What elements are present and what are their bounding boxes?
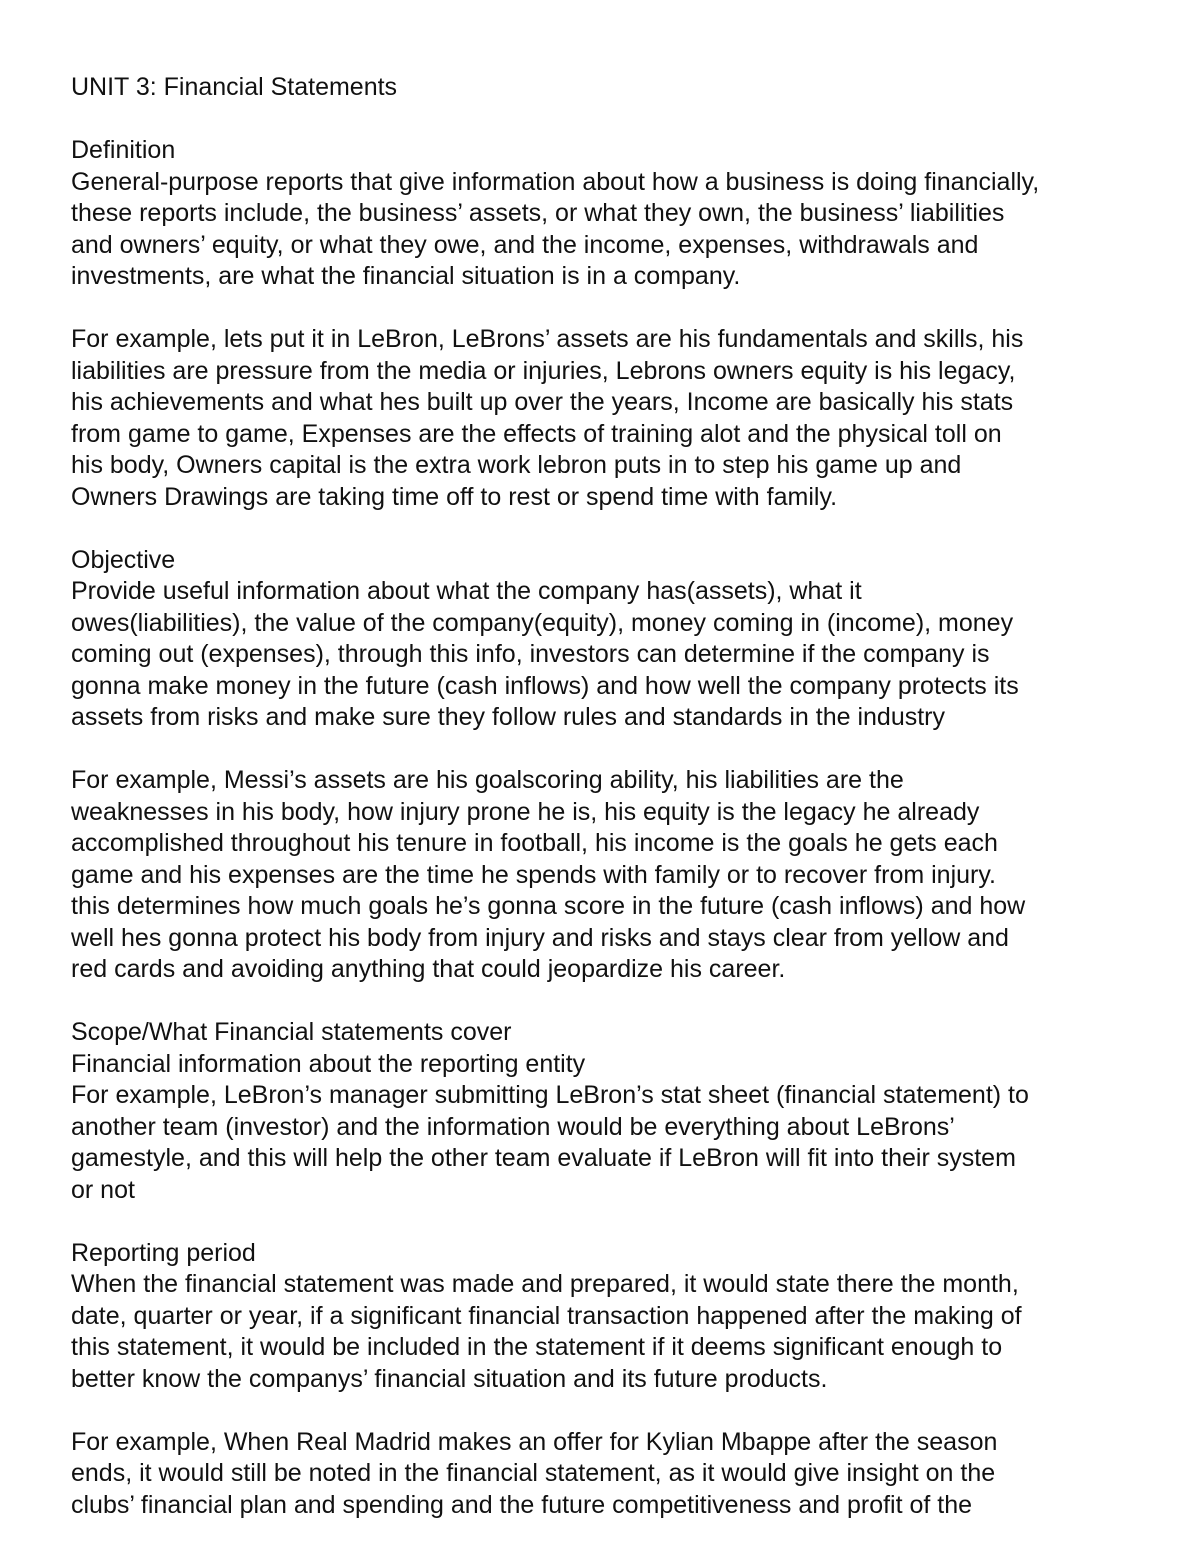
paragraph-line: General-purpose reports that give information about how a business is doing financially,: [71, 167, 1040, 196]
paragraph-line: this statement, it would be included in the statement if it deems significant enough to: [71, 1333, 1003, 1361]
paragraph-line: owes(liabilities), the value of the company(equity), money coming in (income), money: [71, 608, 1014, 637]
blank-line: [71, 104, 1161, 136]
paragraph: [71, 324, 1161, 513]
paragraph: [71, 167, 1161, 293]
paragraph-line: better know the companys’ financial situation and its future products.: [71, 1364, 828, 1393]
paragraph: [71, 1049, 1161, 1207]
paragraph: [71, 1427, 1161, 1522]
paragraph-line: Financial information about the reporting entity: [71, 1049, 586, 1078]
document-title: UNIT 3: Financial Statements: [71, 73, 398, 101]
blank-line: [71, 734, 1161, 766]
paragraph-line: For example, When Real Madrid makes an offer for Kylian Mbappe after the season: [71, 1427, 998, 1456]
paragraph: [71, 576, 1161, 734]
blank-line: [71, 513, 1161, 545]
paragraph-line: Provide useful information about what the company has(assets), what it: [71, 577, 862, 605]
paragraph-line: coming out (expenses), through this info, investors can determine if the company is: [71, 640, 990, 668]
section-heading: Definition: [71, 136, 176, 164]
blank-line: [71, 1395, 1161, 1427]
blank-line: [71, 986, 1161, 1018]
paragraph-line: his body, Owners capital is the extra work lebron puts in to step his game up and: [71, 451, 962, 479]
paragraph-line: gonna make money in the future (cash inflows) and how well the company protects its: [71, 671, 1019, 700]
paragraph-line: his achievements and what hes built up over the years, Income are basically his stats: [71, 388, 1014, 416]
paragraph-line: accomplished throughout his tenure in football, his income is the goals he gets each: [71, 829, 998, 857]
paragraph: [71, 1269, 1161, 1395]
paragraph-line: Owners Drawings are taking time off to rest or spend time with family.: [71, 482, 838, 511]
paragraph-line: from game to game, Expenses are the effects of training alot and the physical toll on: [71, 419, 1002, 448]
paragraph-line: another team (investor) and the information would be everything about LeBrons’: [71, 1112, 955, 1141]
paragraph-line: liabilities are pressure from the media or injuries, Lebrons owners equity is his legacy,: [71, 356, 1016, 385]
paragraph-line: these reports include, the business’ assets, or what they own, the business’ liabilities: [71, 199, 1005, 227]
paragraph-line: and owners’ equity, or what they owe, and the income, expenses, withdrawals and: [71, 230, 979, 259]
paragraph-line: well hes gonna protect his body from injury and risks and stays clear from yellow and: [71, 923, 1009, 952]
paragraph-line: assets from risks and make sure they follow rules and standards in the industry: [71, 703, 946, 731]
paragraph-line: When the financial statement was made and prepared, it would state there the month,: [71, 1270, 1019, 1298]
section-heading: Scope/What Financial statements cover: [71, 1018, 512, 1046]
document-page: [71, 72, 1161, 1521]
blank-line: [71, 1206, 1161, 1238]
paragraph-line: or not: [71, 1175, 135, 1204]
paragraph-line: For example, LeBron’s manager submitting LeBron’s stat sheet (financial statement) to: [71, 1081, 1029, 1109]
paragraph-line: clubs’ financial plan and spending and the future competitiveness and profit of the: [71, 1490, 973, 1519]
paragraph-line: ends, it would still be noted in the financial statement, as it would give insight on the: [71, 1459, 996, 1487]
paragraph-line: investments, are what the financial situation is in a company.: [71, 262, 741, 290]
paragraph-line: game and his expenses are the time he spends with family or to recover from injury.: [71, 860, 996, 889]
paragraph-line: gamestyle, and this will help the other team evaluate if LeBron will fit into their system: [71, 1144, 1016, 1172]
paragraph-line: For example, lets put it in LeBron, LeBrons’ assets are his fundamentals and skills, his: [71, 325, 1024, 353]
section-heading: Reporting period: [71, 1238, 256, 1267]
paragraph: [71, 765, 1161, 986]
section-heading: Objective: [71, 545, 176, 574]
paragraph-line: date, quarter or year, if a significant financial transaction happened after the making of: [71, 1301, 1022, 1330]
paragraph-line: For example, Messi’s assets are his goalscoring ability, his liabilities are the: [71, 766, 904, 794]
blank-line: [71, 293, 1161, 325]
paragraph-line: weaknesses in his body, how injury prone he is, his equity is the legacy he already: [71, 797, 980, 826]
paragraph-line: red cards and avoiding anything that could jeopardize his career.: [71, 955, 786, 983]
paragraph-line: this determines how much goals he’s gonna score in the future (cash inflows) and how: [71, 892, 1026, 920]
